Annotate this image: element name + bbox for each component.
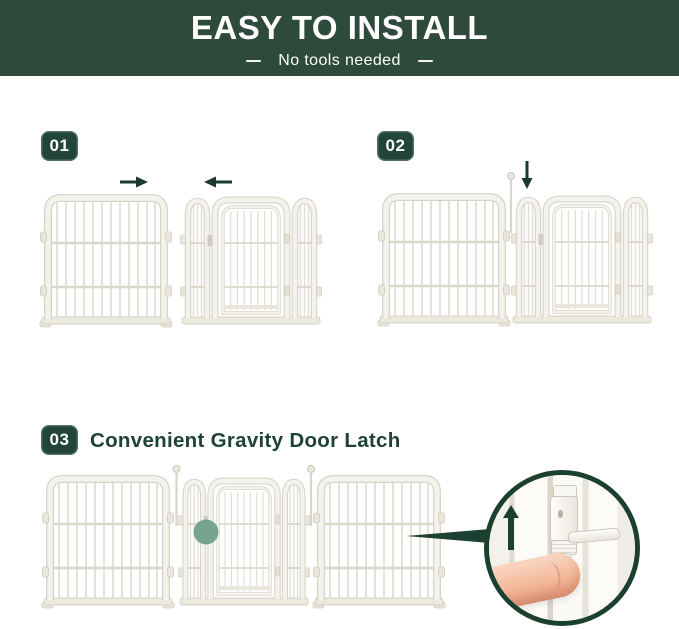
arrow-left-icon [204,177,232,188]
latch-hole-graphic [558,510,563,518]
latch-highlight-dot [194,520,219,545]
door-panel-graphic [512,199,653,323]
step3-title: Convenient Gravity Door Latch [90,429,401,452]
header-subtitle [0,52,679,70]
subtitle-dash-right [418,60,433,62]
subtitle-dash-left [246,60,261,62]
header-banner [0,0,679,76]
step2-fence-illustration [376,156,668,338]
callout-pointer [406,527,490,545]
connector-pin-icon [508,173,515,234]
arrow-up-icon [503,505,519,551]
fence-panel-graphic [40,198,172,327]
arrow-right-icon [120,177,148,188]
step1-fence-illustration [38,164,328,338]
fence-panel-graphic [378,197,510,326]
door-panel-graphic [181,200,322,324]
step3-badge: 03 [41,425,78,455]
header-title: EASY TO INSTALL [190,9,489,46]
latch-magnified-inset [484,470,640,626]
arrow-down-icon [522,161,533,189]
step2-badge: 02 [377,131,414,161]
header-subtitle-text: No tools needed [278,52,401,69]
fence-panel-graphic [42,479,174,608]
door-panel-graphic [178,481,309,605]
step3-fence-illustration [40,461,452,621]
step1-badge: 01 [41,131,78,161]
